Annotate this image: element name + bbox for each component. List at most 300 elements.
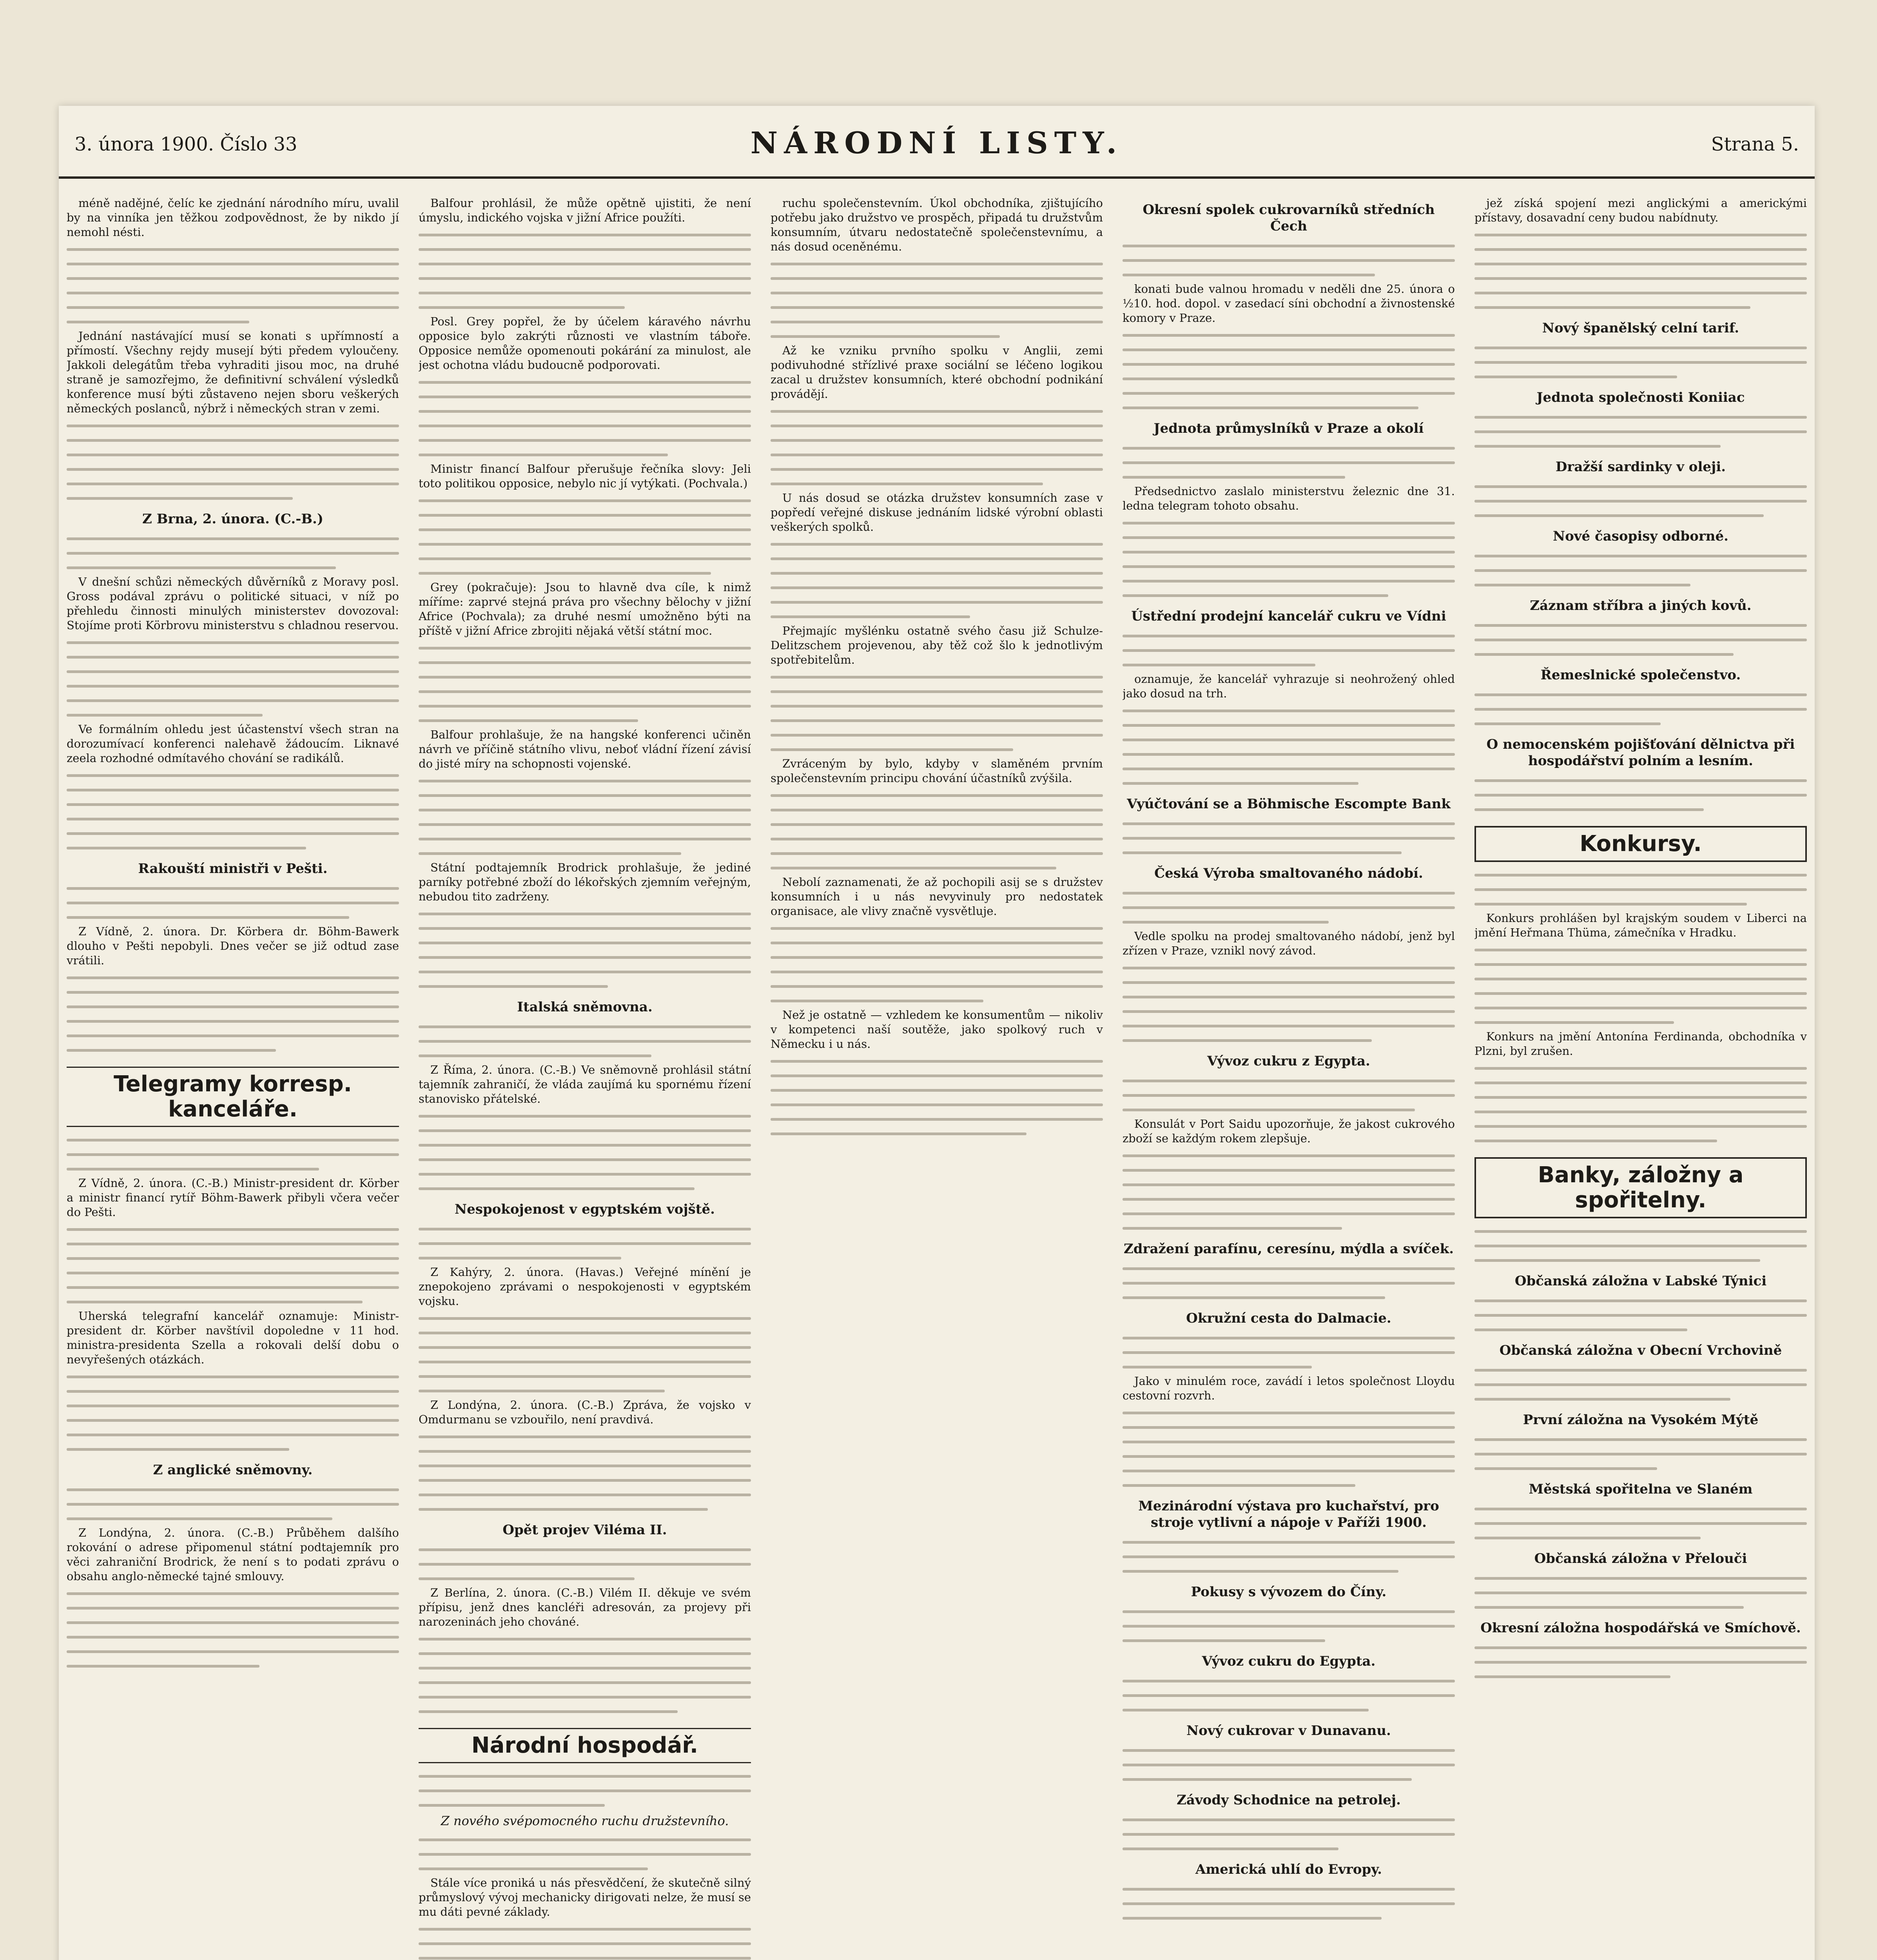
text-line-mark [67,656,399,659]
text-line [771,788,1103,802]
text-line [1123,1449,1455,1463]
text-line-mark [419,543,751,546]
text-line [419,1325,751,1340]
text-line-mark [419,780,751,782]
text-line [771,1126,1103,1141]
text-line-mark [1123,1169,1455,1172]
text-line-mark [419,1804,605,1807]
text-line-mark [419,292,751,294]
text-line-mark [1474,1398,1730,1401]
text-line-mark [1123,1778,1412,1781]
text-line-mark [771,615,970,618]
text-line-mark [1474,708,1807,711]
text-line-mark [1123,1455,1455,1458]
text-line [771,314,1103,329]
section-heading: Banky, záložny a spořitelny. [1474,1157,1807,1218]
article-heading: Občanská záložna v Přelouči [1534,1551,1747,1566]
text-line [67,1369,399,1384]
text-line [1474,577,1807,592]
text-line [771,1097,1103,1112]
text-line [67,1601,399,1615]
text-line [1474,1061,1807,1075]
text-line-mark [67,248,399,251]
text-line-mark [419,809,751,811]
text-line-mark [67,832,399,835]
text-line [419,404,751,418]
text-line-mark [419,1667,751,1670]
text-line-mark [771,410,1103,413]
text-line [1474,1432,1807,1446]
text-line-mark [67,1257,399,1260]
text-line-mark [771,734,1103,737]
text-line [419,375,751,389]
text-line [67,1294,399,1309]
text-line [1123,747,1455,761]
text-line-mark [771,690,1103,693]
text-line-mark [771,719,1103,722]
text-line-mark [67,483,399,485]
text-line-mark [1474,808,1704,811]
text-line-mark [1123,1267,1455,1270]
text-line [1474,1571,1807,1585]
text-line-mark [67,1419,399,1422]
text-line-mark [419,913,751,915]
text-line [1123,371,1455,386]
text-line-mark [419,425,751,427]
text-line [1474,424,1807,439]
article-paragraph: konati bude valnou hromadu v neděli dne 25. února o ½10. hod. dopol. v zasedací síni obchodní a živnostenské komory v Praze. [1123,282,1455,325]
text-line [419,1048,751,1063]
text-line-mark [419,985,608,988]
article-heading: Nový španělský celní tarif. [1542,320,1739,336]
text-line [1474,1253,1807,1267]
text-line [67,1398,399,1413]
article-columns [67,196,1807,1960]
text-line-mark [771,263,1103,265]
text-line-mark [1123,1888,1455,1891]
text-line [1474,1516,1807,1530]
text-line [1123,1221,1455,1235]
text-line [1474,1224,1807,1238]
text-line [1474,1308,1807,1322]
text-line [419,1571,751,1586]
text-line [1474,410,1807,424]
text-line [1123,1619,1455,1633]
text-line-mark [419,852,681,855]
text-line [771,447,1103,462]
article-paragraph: Z Berlína, 2. února. (C.-B.) Vilém II. děkuje ve svém přípisu, jenž dnes kancléři adresován, za projevy při narozeninách jeho chováné. [419,1586,751,1628]
text-line-mark [1474,292,1807,294]
text-line-mark [67,902,399,904]
text-line [771,964,1103,979]
text-line [419,1167,751,1181]
text-line [419,788,751,802]
text-line-mark [1123,274,1375,276]
text-line-mark [67,803,399,806]
text-line-mark [67,263,399,265]
article-heading: Nové časopisy odborné. [1553,528,1728,544]
article-paragraph: Uherská telegrafní kancelář oznamuje: Ministr-president dr. Körber navštívil dopoledne v 11 hod. ministra-presidenta Szella a rokovali delší dobu o nevyřešených otázkách. [67,1309,399,1366]
text-line [1123,1896,1455,1911]
text-line [1123,703,1455,718]
text-line-mark [1474,949,1807,951]
text-line-mark [1123,334,1455,337]
text-line [419,566,751,580]
article-paragraph: Předsednictvo zaslalo ministerstvu železnic dne 31. ledna telegram tohoto obsahu. [1123,485,1455,512]
text-line-mark [1123,782,1358,785]
text-line-mark [1123,259,1455,262]
text-line [419,906,751,921]
text-line [1123,386,1455,400]
text-line [1474,1446,1807,1461]
text-line [1123,357,1455,371]
text-line [419,1798,751,1812]
text-line [419,418,751,433]
text-line-mark [1123,1154,1455,1157]
text-line-mark [1123,1366,1312,1368]
text-line [419,817,751,831]
text-line-mark [67,497,293,500]
text-line-mark [419,647,751,650]
text-line-mark [1474,1096,1807,1099]
text-line-mark [419,1789,751,1792]
text-line-mark [1474,1577,1807,1580]
page-number: Strana 5. [1711,133,1799,155]
text-line-mark [771,439,1103,442]
text-line-mark [419,1115,751,1118]
text-line-mark [1123,1833,1455,1836]
text-line-mark [1123,981,1455,984]
text-line [1474,479,1807,494]
text-line-mark [67,1405,399,1407]
text-line [1123,253,1455,267]
text-line [1474,1000,1807,1015]
text-line [419,699,751,713]
text-line [1474,1600,1807,1614]
text-line-mark [419,1242,751,1245]
text-line [1123,1478,1455,1492]
text-line [419,389,751,404]
text-line [67,811,399,826]
text-line [419,508,751,522]
text-line-mark [1474,1592,1807,1594]
text-line-mark [1474,722,1661,725]
text-line [1474,687,1807,702]
text-line-mark [1123,1902,1455,1905]
text-line-mark [419,410,751,413]
article-heading: Řemeslnické společenstvo. [1540,667,1741,683]
text-line-mark [1123,753,1455,756]
text-line-mark [771,985,1103,988]
text-line [1123,1743,1455,1757]
section-heading: Národní hospodář. [419,1728,751,1763]
text-line [1123,657,1455,672]
text-line-mark [1474,277,1807,280]
text-line-mark [1474,1661,1807,1664]
text-line-mark [1123,348,1455,351]
text-line-mark [67,552,399,555]
text-line [771,993,1103,1008]
text-line-mark [1123,1749,1455,1752]
article-paragraph: Konkurs prohlášen byl krajským soudem v Liberci na jmění Heřmana Thüma, zámečníka v Hradku. [1474,911,1807,939]
text-line-mark [771,838,1103,840]
text-line [771,684,1103,699]
text-line-mark [419,942,751,944]
article-heading: Jednota průmyslníků v Praze a okolí [1153,421,1424,436]
text-line-mark [1474,234,1807,236]
text-line [67,476,399,491]
text-line-mark [1123,377,1455,380]
text-line-mark [1474,992,1807,995]
article-heading: Z Brna, 2. února. (C.-B.) [142,511,323,527]
text-line [67,271,399,285]
article-paragraph: Ministr financí Balfour přerušuje řečníka slovy: Jeli toto politikou opposice, nebylo nic jí vytýkati. (Pochvala.) [419,462,751,490]
text-line-mark [1123,1639,1325,1642]
text-line-mark [1123,594,1388,597]
text-line-mark [1123,1847,1338,1850]
text-line-mark [67,991,399,994]
text-line [1123,1604,1455,1619]
text-line [419,1922,751,1936]
text-line-mark [1123,1094,1455,1097]
text-line-mark [771,1000,983,1002]
text-line-mark [419,1361,751,1363]
text-line-mark [67,976,399,979]
text-line [771,566,1103,580]
text-line [1474,340,1807,355]
text-line-mark [67,670,399,673]
text-line [67,1630,399,1644]
text-line-mark [1474,888,1807,891]
text-line-mark [67,468,399,471]
text-line [67,664,399,679]
text-line-mark [67,1139,399,1142]
text-line-mark [419,514,751,517]
text-line-mark [1474,376,1677,378]
text-line-mark [1123,1025,1455,1027]
text-line [771,418,1103,433]
text-line-mark [419,1228,751,1230]
text-line [67,1265,399,1280]
text-line-mark [67,1272,399,1274]
text-line-mark [67,277,399,280]
text-line [771,846,1103,860]
article-paragraph: Vedle spolku na prodej smaltovaného nádobí, jenž byl zřízen v Praze, vznikl nový závod. [1123,929,1455,957]
text-line [1123,530,1455,544]
text-line [1123,328,1455,342]
text-line-mark [771,794,1103,797]
text-line [1123,1702,1455,1717]
text-line-mark [67,425,399,427]
text-line [1474,773,1807,788]
text-line [1123,1405,1455,1420]
text-line [67,1586,399,1601]
text-line [1474,256,1807,271]
text-line [67,693,399,708]
text-line-mark [419,1025,751,1028]
text-line [771,462,1103,476]
section-heading: Telegramy korresp. kanceláře. [67,1067,399,1127]
text-line [419,1311,751,1325]
text-line-mark [1123,1010,1455,1013]
text-line-mark [67,1049,276,1052]
article-heading: Nový cukrovar v Dunavanu. [1186,1723,1391,1739]
text-line [1123,915,1455,929]
text-line [67,546,399,560]
text-line-mark [1474,1508,1807,1510]
text-line-mark [771,292,1103,294]
text-line-mark [1474,1646,1807,1649]
text-line-mark [419,1375,751,1378]
text-line-mark [1474,1125,1807,1128]
text-line [1474,439,1807,453]
text-line [419,1458,751,1473]
article-paragraph: Konsulát v Port Saidu upozorňuje, že jakost cukrového zboží se každým rokem zlepšuje. [1123,1117,1455,1145]
text-line-mark [67,1020,399,1023]
newspaper-page [59,106,1815,1960]
text-line-mark [1474,874,1807,877]
text-line [419,1951,751,1960]
text-line-mark [1474,584,1690,586]
text-line [67,256,399,271]
text-line [419,846,751,860]
text-line [67,1014,399,1028]
text-line-mark [1123,1610,1455,1613]
text-line-mark [1474,306,1750,309]
text-line [771,1068,1103,1083]
text-line [419,1250,751,1265]
text-line-mark [771,971,1103,973]
text-line [1474,1669,1807,1684]
text-line [1123,975,1455,989]
text-line-mark [1123,1484,1355,1487]
text-line [1474,867,1807,882]
text-line-mark [67,1621,399,1624]
text-line-mark [1474,485,1807,488]
text-line [419,1444,751,1458]
text-line [1123,342,1455,357]
text-line [1474,355,1807,369]
text-line-mark [771,321,1103,323]
text-line-mark [67,789,399,791]
text-line-mark [1123,1183,1455,1186]
text-line [1123,1192,1455,1206]
text-line-mark [1123,1282,1455,1285]
text-line [1123,1102,1455,1117]
article-heading: Mezinárodní výstava pro kuchařství, pro stroje vytlivní a nápoje v Paříži 1900. [1138,1498,1439,1530]
text-line [1123,1330,1455,1345]
text-line [1123,588,1455,603]
text-line [771,404,1103,418]
article-paragraph: Posl. Grey popřel, že by účelem káravého návrhu opposice bylo zakrýti různosti ve vlastním táboře. Opposice nemůže opomenouti pokárání za minulost, ale jest ochotna vládu budoucně podporovati. [419,315,751,372]
article-paragraph: Jako v minulém roce, zavádí i letos společnost Lloydu cestovní rozvrh. [1123,1374,1455,1402]
text-line-mark [771,586,1103,589]
article-heading: Městská spořitelna ve Slaném [1529,1481,1753,1497]
text-line-mark [771,823,1103,826]
text-line-mark [419,956,751,959]
text-line [1474,971,1807,986]
text-line [67,970,399,985]
text-line [419,1487,751,1502]
text-line-mark [419,705,751,708]
text-line [1474,1015,1807,1029]
text-line [419,1383,751,1398]
text-line-mark [419,719,638,722]
text-line-mark [1123,1694,1455,1697]
text-line-mark [67,1243,399,1245]
text-line [1474,508,1807,523]
text-line-mark [419,1638,751,1641]
text-line-mark [1474,500,1807,503]
text-line-mark [1474,1245,1807,1247]
text-line [419,1123,751,1138]
text-line-mark [1123,1555,1455,1558]
article-paragraph: Z Vídně, 2. února. (C.-B.) Ministr-president dr. Körber a ministr financí rytíř Böhm-Bawerk přibyli včera večer do Pešti. [67,1176,399,1219]
text-line-mark [419,454,668,456]
text-line [67,285,399,300]
text-line [419,300,751,314]
text-line-mark [771,335,1000,338]
text-line [1123,960,1455,975]
text-line-mark [1474,1328,1687,1331]
text-line [1474,300,1807,314]
article-paragraph: Státní podtajemník Brodrick prohlašuje, že jediné parníky potřebné zboží do lékořských zjemním veřejným, nebudou tito zadrženy. [419,861,751,903]
text-line-mark [1123,392,1455,395]
text-line-mark [1123,822,1455,825]
text-line-mark [419,1838,751,1841]
text-line [419,935,751,950]
text-line-mark [67,1168,319,1171]
text-line [67,491,399,505]
text-line-mark [1474,1675,1670,1678]
article-paragraph: U nás dosud se otázka družstev konsumních zase v popředí veřejné diskuse jednáním lidské výrobní oblasti veškerých spolků. [771,491,1103,534]
text-line [1474,271,1807,285]
text-line [419,1832,751,1847]
text-line [1474,1322,1807,1337]
text-line-mark [1123,1709,1369,1711]
text-line [419,1847,751,1861]
text-line [1123,1276,1455,1290]
text-line-mark [1474,1230,1807,1233]
text-line-mark [419,1652,751,1655]
text-line-mark [1123,1470,1455,1472]
text-line [771,1112,1103,1126]
text-line-mark [1474,430,1807,433]
text-line-mark [1474,1111,1807,1113]
article-heading: První záložna na Vysokém Mýtě [1523,1412,1759,1428]
text-line [1474,1075,1807,1090]
text-line [1123,1463,1455,1478]
text-line-mark [67,1636,399,1639]
text-line [419,227,751,242]
text-line [67,985,399,999]
text-line [419,831,751,846]
text-line-mark [419,1548,751,1551]
text-line [1123,1772,1455,1786]
text-line-mark [419,1054,651,1057]
article-paragraph: Jednání nastávající musí se konati s upřímností a přímostí. Všechny rejdy musejí býti předem vyloučeny. Jakkoli delegátům třeba vyhraditi jisou moc, na druhé straně je samozřejmo, že definitivní schválení výsledků konference musí býti zůstaveno nejen sboru veškerých německých poslanců, nýbrž i německých stran v zemi. [67,329,399,415]
text-line [419,522,751,537]
text-line-mark [1123,447,1455,450]
text-line [67,300,399,314]
text-line-mark [1474,1467,1657,1470]
text-line [1123,1163,1455,1177]
text-line [419,1936,751,1951]
text-line [1123,1290,1455,1305]
text-line [67,447,399,462]
text-line-mark [67,916,349,919]
text-line-mark [1474,555,1807,557]
